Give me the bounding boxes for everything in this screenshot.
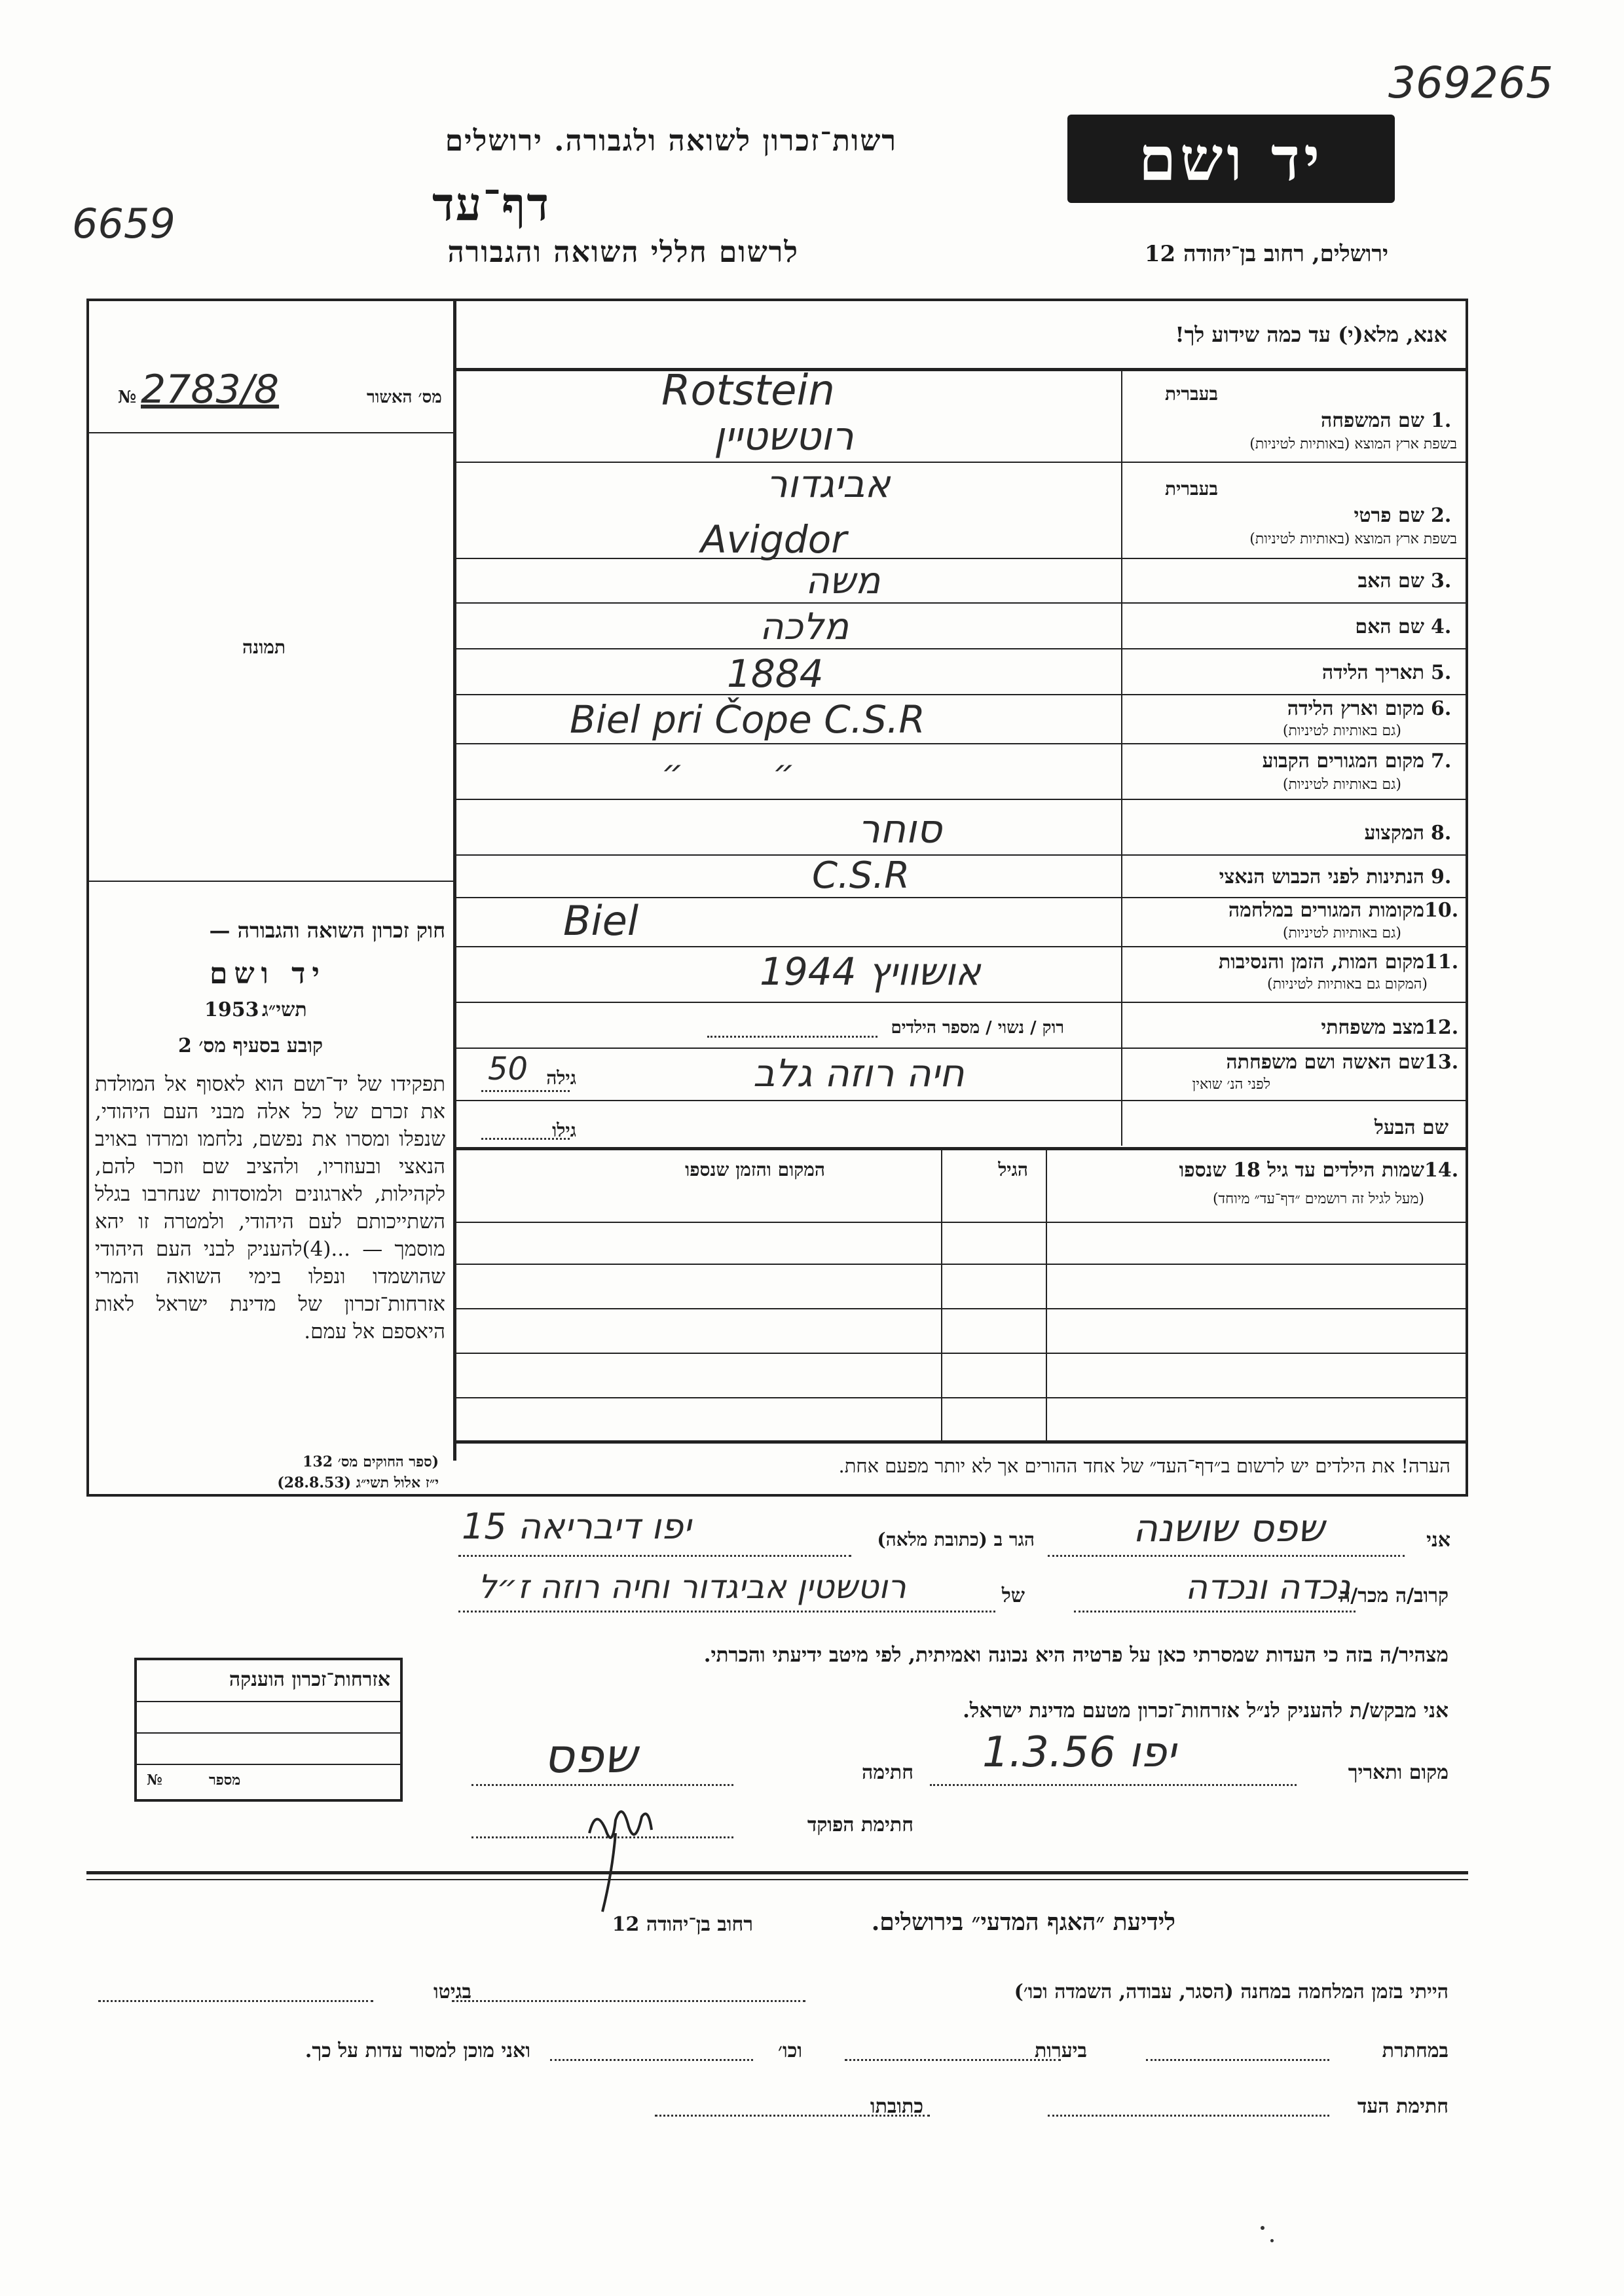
- place-date-label: מקום ותאריך: [1348, 1761, 1449, 1784]
- spouse-age-label: גילה: [546, 1067, 576, 1089]
- scan-speck: [1261, 2226, 1264, 2230]
- field-7-sub: (גם באותיות לטיניות): [1282, 776, 1401, 793]
- field-4-value: מלכה: [760, 606, 849, 648]
- relation-label: קרוב/ה מכר/ה: [1339, 1584, 1449, 1607]
- field-2-value: אביגדור: [766, 462, 891, 506]
- row-divider: [453, 1100, 1468, 1101]
- field-5-value: 1884: [727, 651, 824, 696]
- row-divider: [453, 1002, 1468, 1003]
- field-13-sub: לפני הנ׳ שואין: [1192, 1076, 1270, 1093]
- field-8-value: סוחר: [858, 807, 942, 852]
- children-row: [453, 1353, 1468, 1354]
- of-person-value: רוטשטין אביגדור וחיה רוזה ז״ל: [478, 1568, 906, 1606]
- page-reference: 6659: [72, 200, 175, 247]
- citizenship-number-label: מספר: [209, 1772, 241, 1789]
- field-10-label: מקומות המגורים במלחמה: [1228, 899, 1424, 922]
- field-10-sub: (גם באותיות לטיניות): [1282, 925, 1401, 941]
- field-10-value: Biel: [563, 897, 639, 945]
- children-header-divider: [453, 1222, 1468, 1223]
- field-6-value: Biel pri Čope C.S.R: [570, 697, 925, 742]
- footer-camp-line[interactable]: [452, 2000, 805, 2002]
- field-2-tag: בעברית: [1164, 478, 1218, 500]
- children-label: שמות הילדים עד גיל 18 שנספו: [1179, 1159, 1424, 1182]
- field-2-number: 2.: [1431, 504, 1452, 527]
- row-divider: [453, 854, 1468, 856]
- children-table-bottom: [453, 1440, 1468, 1444]
- of-person-line[interactable]: [458, 1611, 995, 1613]
- declarant-name-line[interactable]: [1048, 1555, 1405, 1557]
- children-col-divider: [941, 1147, 942, 1440]
- field-7-value: ״ ״: [661, 753, 834, 792]
- of-label: של: [1001, 1584, 1025, 1607]
- footer-etc-line[interactable]: [550, 2059, 753, 2061]
- footer-witness-signature-line[interactable]: [1048, 2115, 1329, 2117]
- field-11-number: 11.: [1424, 951, 1459, 974]
- husband-label: שם הבעל: [1374, 1116, 1449, 1139]
- husband-age-label: גילו: [552, 1120, 576, 1141]
- field-11-value: אושוויץ 1944: [760, 949, 981, 994]
- field-9-label: הנתינות לפני הכבוש הנאצי: [1219, 866, 1424, 888]
- declaration-text: מצהיר/ה בזה כי העדות שמסרתי כאן על פרטיה היא נכונה ואמיתית, לפי מיטב ידיעתי והכרתי.: [703, 1643, 1449, 1667]
- footer-underground-line[interactable]: [1146, 2059, 1329, 2061]
- approval-number: 2783/8: [141, 367, 280, 412]
- footer-forests-label: ביערות: [1034, 2039, 1087, 2062]
- row-divider: [453, 462, 1468, 463]
- footer-address-line[interactable]: [655, 2115, 930, 2117]
- row-divider: [453, 799, 1468, 800]
- field-13-value: חיה רוזה גלב: [753, 1051, 965, 1095]
- spouse-age-value: 50: [488, 1051, 528, 1087]
- footer-testimony-text: ואני מוכן למסור עדות על כך.: [304, 2039, 530, 2062]
- citizenship-title: אזרחות־זכרון הוענקה: [229, 1668, 390, 1691]
- field-12-label: מצב משפחתי: [1321, 1016, 1424, 1039]
- field-6-label: מקום וארץ הלידה: [1287, 697, 1424, 720]
- citizenship-line: [137, 1764, 400, 1765]
- signature-label: חתימה: [862, 1761, 913, 1784]
- field-4-number: 4.: [1431, 615, 1452, 638]
- declarant-address-line[interactable]: [458, 1555, 851, 1557]
- footer-ghetto-label: בגיטו: [433, 1980, 471, 2003]
- field-1-value: Rotstein: [661, 367, 835, 415]
- relation-line[interactable]: [1074, 1611, 1356, 1613]
- relation-value: נכדה ונכדה: [1185, 1568, 1351, 1607]
- field-4-label: שם האם: [1355, 615, 1424, 638]
- header-address: ירושלים, רחוב בן־יהודה 12: [1144, 241, 1388, 267]
- approval-label: מס׳ האשור: [367, 388, 442, 407]
- field-6-sub: (גם באותיות לטיניות): [1282, 723, 1401, 739]
- footer-forests-line[interactable]: [845, 2059, 1061, 2061]
- children-row: [453, 1308, 1468, 1309]
- declarant-name: שפס שושנה: [1133, 1506, 1325, 1550]
- left-column-divider: [453, 299, 456, 1461]
- row-divider: [453, 1048, 1468, 1049]
- field-3-label: שם האב: [1357, 570, 1424, 592]
- law-name: יד ושם: [210, 957, 326, 991]
- field-12-number: 12.: [1424, 1016, 1459, 1039]
- field-2-sub: בשפת ארץ המוצא (באותיות לטיניות): [1249, 531, 1457, 547]
- law-date: י״ז אלול תשי״ג (28.8.53): [277, 1474, 439, 1491]
- field-9-value: C.S.R: [812, 854, 910, 897]
- citizenship-line: [137, 1732, 400, 1734]
- footer-title: לידיעת ״האגף המדעי״ בירושלים.: [871, 1908, 1175, 1936]
- field-11-label: מקום המות, הזמן והנסיבות: [1218, 951, 1424, 974]
- field-13-number: 13.: [1424, 1051, 1459, 1074]
- plea-divider: [453, 368, 1468, 371]
- declarant-address: יפו דיבריאה 15: [462, 1506, 692, 1547]
- law-text: תפקידו של יד־ושם הוא לאסוף אל המולדת את זכרם של כל אלה מבני העם היהודי, שנפלו ומסרו את נפשם, נלחמו ומרדו באויב הנאצי ובעוזריו, ולהציב שם וזכר להם, לקהילות, לארגונים ולמוסדות שנחרבו בגלל השתייכותם לעם היהודי, ולמטרה זו יהא מוסמך — ...(4)להעניק לבני העם היהודי שהושמדו ונפלו בימי השואה והמרי אזרחות־זכרון של מדינת ישראל לאות היאספם אל עמם.: [95, 1072, 445, 1343]
- row-divider: [453, 946, 1468, 947]
- law-clause: קובע בסעיף מס׳ 2: [178, 1034, 323, 1057]
- row-divider: [453, 602, 1468, 604]
- form-subtitle: לרשום חללי השואה והגבורה: [447, 236, 799, 269]
- officer-signature-label: חתימת הפוקד: [807, 1813, 913, 1836]
- footer-ghetto-line[interactable]: [98, 2000, 373, 2002]
- law-book: (ספר החוקים מס׳ 132: [303, 1453, 439, 1470]
- footer-address-label: כתובתו: [870, 2095, 923, 2118]
- field-1-value-hebrew: רוטשטיין: [714, 414, 854, 460]
- field-2-label: שם פרטי: [1354, 504, 1424, 527]
- field-7-label: מקום המגורים הקבוע: [1262, 750, 1424, 773]
- field-10-number: 10.: [1424, 899, 1459, 922]
- husband-age-line[interactable]: [481, 1138, 570, 1140]
- field-11-sub: (המקום גם באותיות לטיניות): [1267, 976, 1428, 993]
- archive-number: 369265: [1388, 58, 1553, 108]
- footer-witness-signature-label: חתימת העד: [1357, 2095, 1449, 2118]
- row-divider: [453, 648, 1468, 649]
- labels-divider: [1121, 370, 1122, 1146]
- approval-no-sign: №: [118, 388, 137, 407]
- footer-divider: [86, 1871, 1468, 1874]
- logo: [1067, 115, 1395, 203]
- field-7-number: 7.: [1431, 750, 1452, 773]
- authority-title: רשות־זכרון לשואה ולגבורה. ירושלים: [445, 124, 897, 158]
- field-1-label: שם המשפחה: [1320, 409, 1424, 432]
- field-1-sub: בשפת ארץ המוצא (באותיות לטיניות): [1249, 436, 1457, 452]
- place-date-line[interactable]: [930, 1784, 1297, 1786]
- children-col-age: הגיל: [998, 1159, 1028, 1180]
- footer-camp-text: הייתי בזמן המלחמה במחנה (הסגר, עבודה, השמדה וכו׳): [1014, 1980, 1449, 2003]
- field-1-number: 1.: [1431, 409, 1452, 432]
- field-5-label: תאריך הלידה: [1321, 661, 1424, 684]
- children-col-divider: [1046, 1147, 1047, 1440]
- field-6-number: 6.: [1431, 697, 1452, 720]
- row-divider: [453, 743, 1468, 744]
- children-note: הערה! את הילדים יש לרשום ב״דף־העד״ של אחד ההורים אך לא יותר מפעם אחת.: [838, 1455, 1450, 1477]
- footer-address: רחוב בן־יהודה 12: [612, 1913, 753, 1936]
- declarant-ani-label: אני: [1426, 1529, 1450, 1552]
- children-row: [453, 1264, 1468, 1265]
- law-year: 1953: [204, 998, 259, 1021]
- footer-divider: [86, 1879, 1468, 1880]
- children-row: [453, 1397, 1468, 1398]
- signature-line[interactable]: [471, 1784, 733, 1786]
- row-divider: [453, 558, 1468, 559]
- footer-etc-label: וכו׳: [778, 2039, 802, 2062]
- children-col-place: המקום והזמן שנספו: [685, 1159, 825, 1180]
- footer-underground-label: במחתרת: [1382, 2039, 1449, 2062]
- field-3-value: משה: [805, 560, 881, 602]
- citizenship-box: [134, 1658, 403, 1802]
- field-9-number: 9.: [1431, 866, 1452, 888]
- children-count-line[interactable]: [707, 1036, 877, 1038]
- logo-text: יד ושם: [1138, 123, 1324, 194]
- spouse-age-line[interactable]: [481, 1090, 570, 1092]
- request-text: אני מבקש/ת להעניק לנ״ל אזרחות־זכרון מטעם מדינת ישראל.: [963, 1699, 1449, 1722]
- photo-divider: [86, 881, 453, 882]
- field-1-tag: בעברית: [1164, 383, 1218, 405]
- field-3-number: 3.: [1431, 570, 1452, 592]
- field-2-value-latin: Avigdor: [701, 517, 847, 562]
- field-8-number: 8.: [1431, 822, 1452, 845]
- photo-label: תמונה: [242, 636, 286, 658]
- law-year-he: תשי״ג: [262, 998, 307, 1021]
- plea-text: אנא, מלא(י) עד כמה שידוע לך!: [1175, 322, 1447, 347]
- approval-divider: [86, 432, 453, 433]
- officer-signature-scribble: [576, 1794, 668, 1918]
- children-sub: (מעל לגיל זה רושמים ״דף־עד״ מיוחד): [1212, 1191, 1424, 1207]
- children-number: 14.: [1424, 1159, 1459, 1182]
- signature-value: שפס: [544, 1728, 637, 1783]
- field-5-number: 5.: [1431, 661, 1452, 684]
- scan-speck: [1270, 2239, 1274, 2242]
- field-13-label: שם האשה ושם משפחתה: [1226, 1051, 1424, 1074]
- citizenship-line: [137, 1701, 400, 1702]
- law-title: חוק זכרון השואה והגבורה —: [209, 918, 445, 943]
- resident-label: הגר ב (כתובת מלאה): [877, 1529, 1035, 1550]
- field-8-label: המקצוע: [1364, 822, 1424, 845]
- row-divider: [453, 1147, 1468, 1150]
- citizenship-no-label: №: [147, 1772, 162, 1789]
- form-title: דף־עד: [432, 177, 551, 231]
- marital-options: רוק / נשוי / מספר הילדים: [891, 1018, 1064, 1038]
- row-divider: [453, 694, 1468, 695]
- place-date-value: יפו 1.3.56: [982, 1728, 1176, 1777]
